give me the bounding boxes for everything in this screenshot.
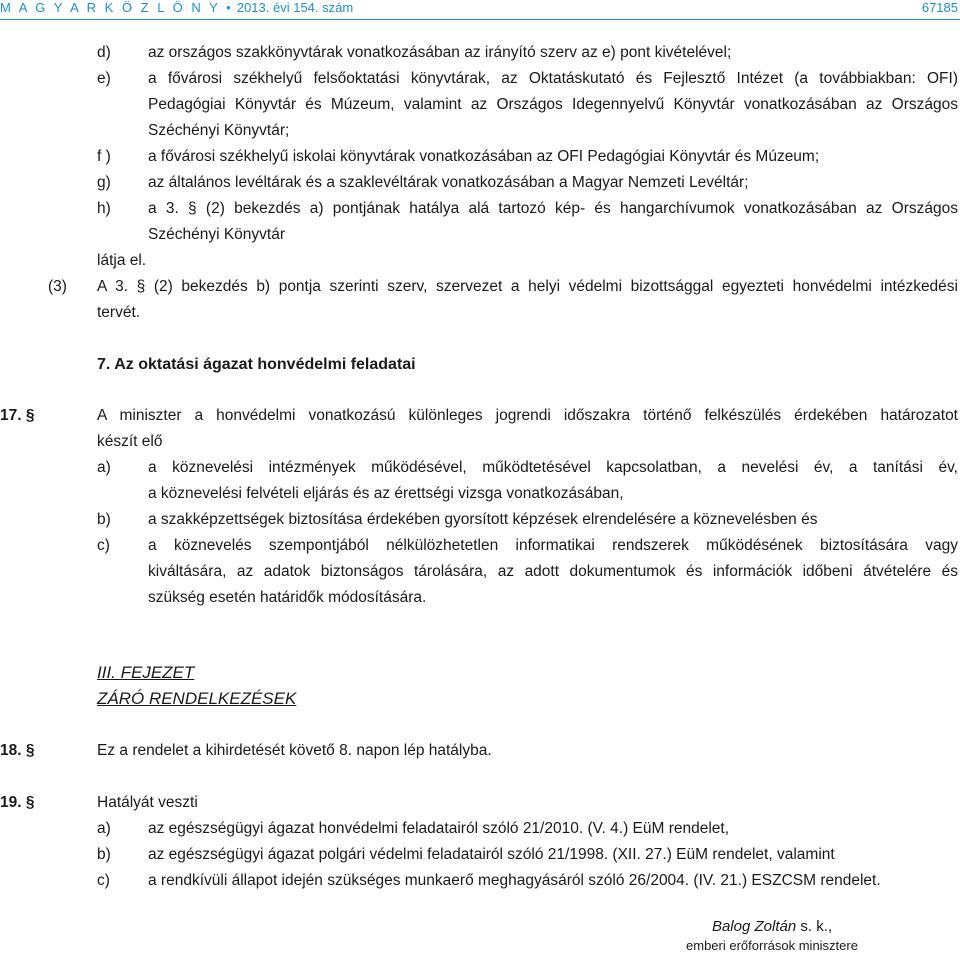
paragraph-label: 19. § <box>0 794 35 811</box>
journal-header <box>0 0 353 15</box>
signatory-title: emberi erőforrások minisztere <box>686 938 858 953</box>
list-item-line: a köznevelési felvételi eljárás és az érettségi vizsga vonatkozásában, <box>148 485 624 502</box>
page-header <box>0 0 960 18</box>
signatory-suffix: s. k., <box>796 918 833 935</box>
header-rule <box>0 19 960 20</box>
page-number: 67185 <box>921 0 958 15</box>
chapter-title: ZÁRÓ RENDELKEZÉSEK <box>97 689 297 708</box>
issue-label: 2013. évi 154. szám <box>236 0 354 15</box>
section-title: 7. Az oktatási ágazat honvédelmi feladatai <box>97 356 416 373</box>
paragraph-17-line: készít elő <box>97 433 163 450</box>
paragraph-label: 17. § <box>0 407 35 424</box>
paragraph-label: 18. § <box>0 742 35 759</box>
signatory-name: Balog Zoltán <box>711 918 797 935</box>
chapter-number: III. FEJEZET <box>97 663 195 682</box>
closing-phrase: látja el. <box>97 252 147 269</box>
header-separator: • <box>226 0 231 15</box>
signature-block <box>652 916 892 954</box>
paragraph-3-line: tervét. <box>97 304 141 321</box>
list-item-line: szükség esetén határidők módosítására. <box>148 589 427 606</box>
journal-name: M A G Y A R K Ö Z L Ö N Y <box>0 0 221 15</box>
